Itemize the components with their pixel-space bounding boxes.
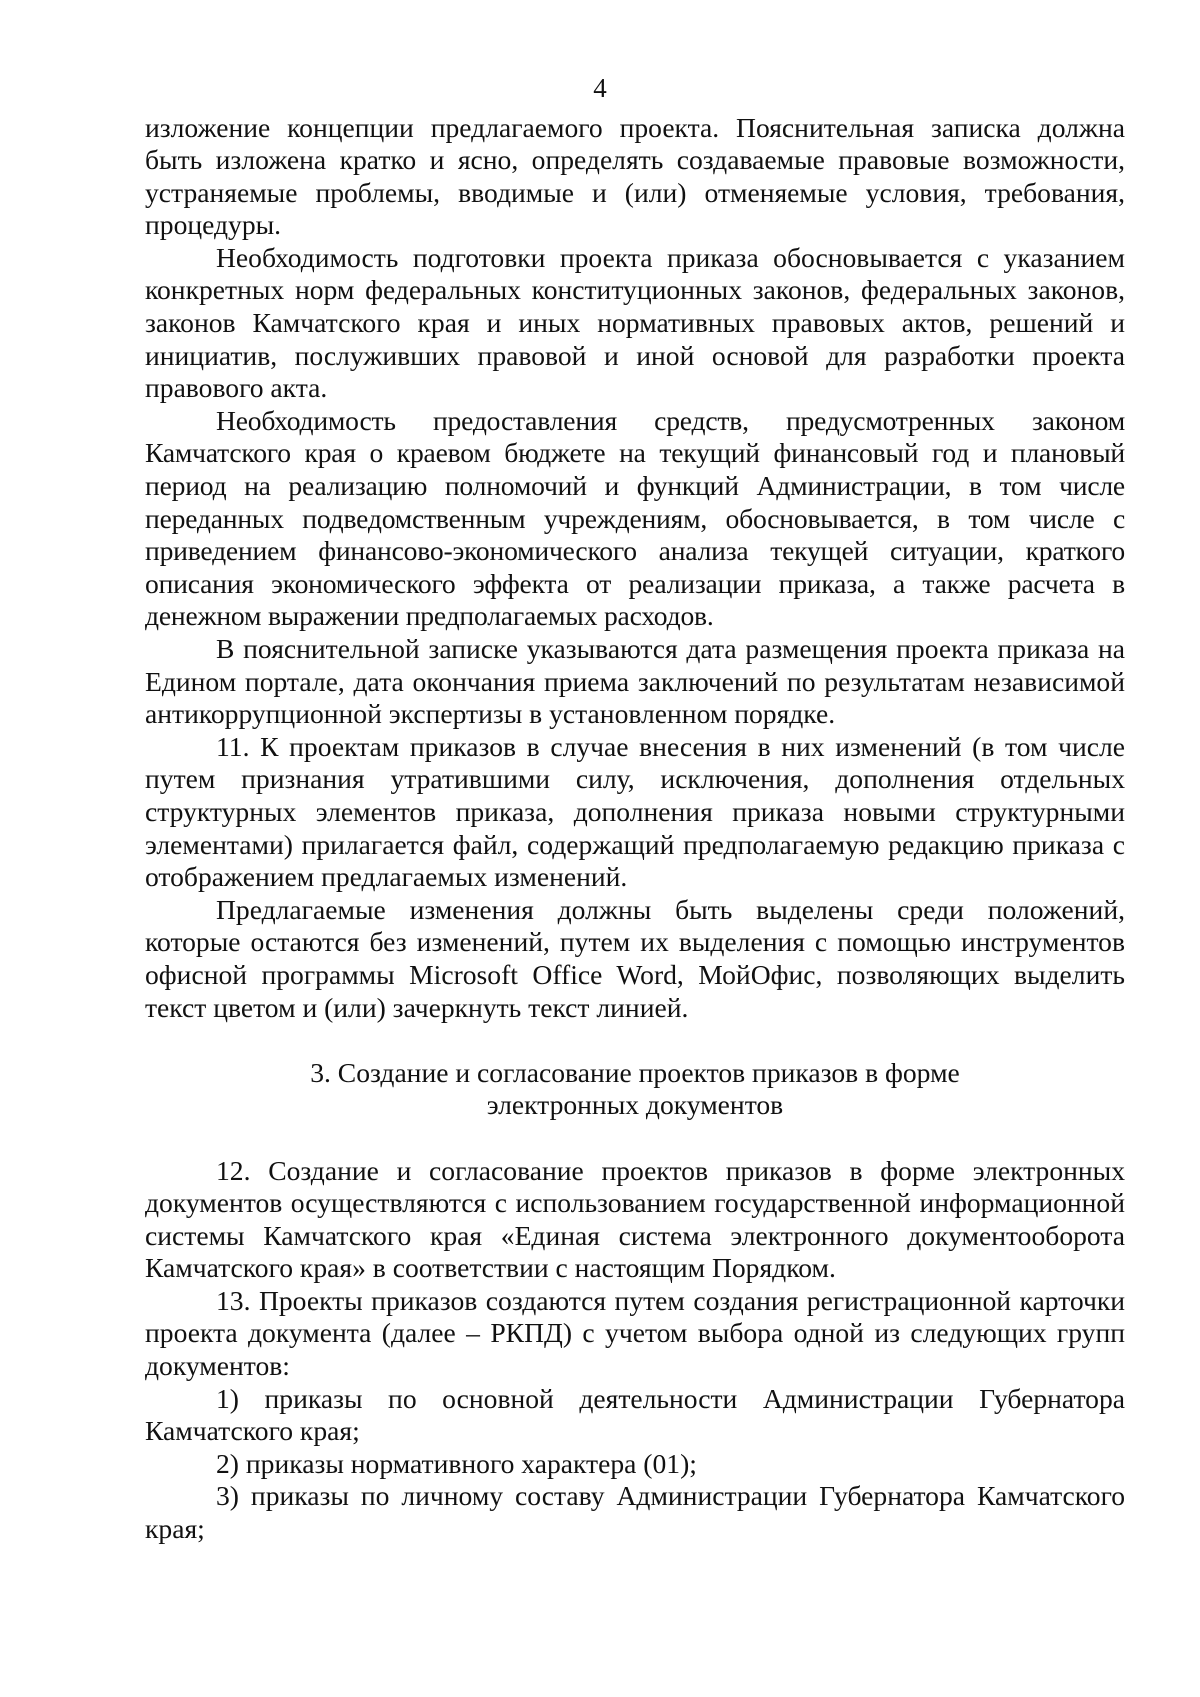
list-item-2: 2) приказы нормативного характера (01); <box>216 1447 697 1479</box>
page-number: 4 <box>593 73 607 103</box>
paragraph-continuation: изложение концепции предлагаемого проекта. Пояснительная записка должна быть изложена кратко и ясно, определять создаваемые правовые возможности, устраняемые проблемы, вводимые и (или) отменяемые условия, требования, процедуры. <box>145 111 1125 241</box>
paragraph-item-13: 13. Проекты приказов создаются путем создания регистрационной карточки проекта документа (далее – РКПД) с учетом выбора одной из следующих групп документов: <box>145 1284 1125 1382</box>
section-heading-line-2: электронных документов <box>486 1089 784 1121</box>
paragraph-changes-highlight: Предлагаемые изменения должны быть выделены среди положений, которые остаются без изменений, путем их выделения с помощью инструментов офисной программы Microsoft Office Word, МойОфис, позволяющих выделить текст цветом и (или) зачеркнуть текст линией. <box>145 893 1125 1023</box>
list-item-1: 1) приказы по основной деятельности Администрации Губернатора Камчатского края; <box>145 1382 1125 1447</box>
paragraph-item-11: 11. К проектам приказов в случае внесения в них изменений (в том числе путем признания утратившими силу, исключения, дополнения отдельных структурных элементов приказа, дополнения приказа новыми структурными элементами) прилагается файл, содержащий предполагаемую редакцию приказа с отображением предлагаемых изменений. <box>145 730 1125 893</box>
section-heading <box>145 1057 1125 1122</box>
document-body <box>145 112 1125 1546</box>
paragraph-portal-dates: В пояснительной записке указываются дата размещения проекта приказа на Едином портале, дата окончания приема заключений по результатам независимой антикоррупционной экспертизы в установленном порядке. <box>145 633 1125 730</box>
list-item-3: 3) приказы по личному составу Администрации Губернатора Камчатского края; <box>145 1480 1125 1545</box>
paragraph-justification-need: Необходимость подготовки проекта приказа обосновывается с указанием конкретных норм федеральных конституционных законов, федеральных законов, законов Камчатского края и иных нормативных правовых актов, решений и инициатив, послуживших правовой и иной основой для разработки проекта правового акта. <box>145 241 1125 404</box>
section-heading-line-1: 3. Создание и согласование проектов приказов в форме <box>310 1056 960 1088</box>
paragraph-item-12: 12. Создание и согласование проектов приказов в форме электронных документов осуществляются с использованием государственной информационной системы Камчатского края «Единая система электронного документооборота Камчатского края» в соответствии с настоящим Порядком. <box>145 1154 1125 1284</box>
paragraph-funding-need: Необходимость предоставления средств, предусмотренных законом Камчатского края о краевом бюджете на текущий финансовый год и плановый период на реализацию полномочий и функций Администрации, в том числе переданных подведомственным учреждениям, обосновывается, в том числе с приведением финансово-экономического анализа текущей ситуации, краткого описания экономического эффекта от реализации приказа, а также расчета в денежном выражении предполагаемых расходов. <box>145 404 1125 632</box>
